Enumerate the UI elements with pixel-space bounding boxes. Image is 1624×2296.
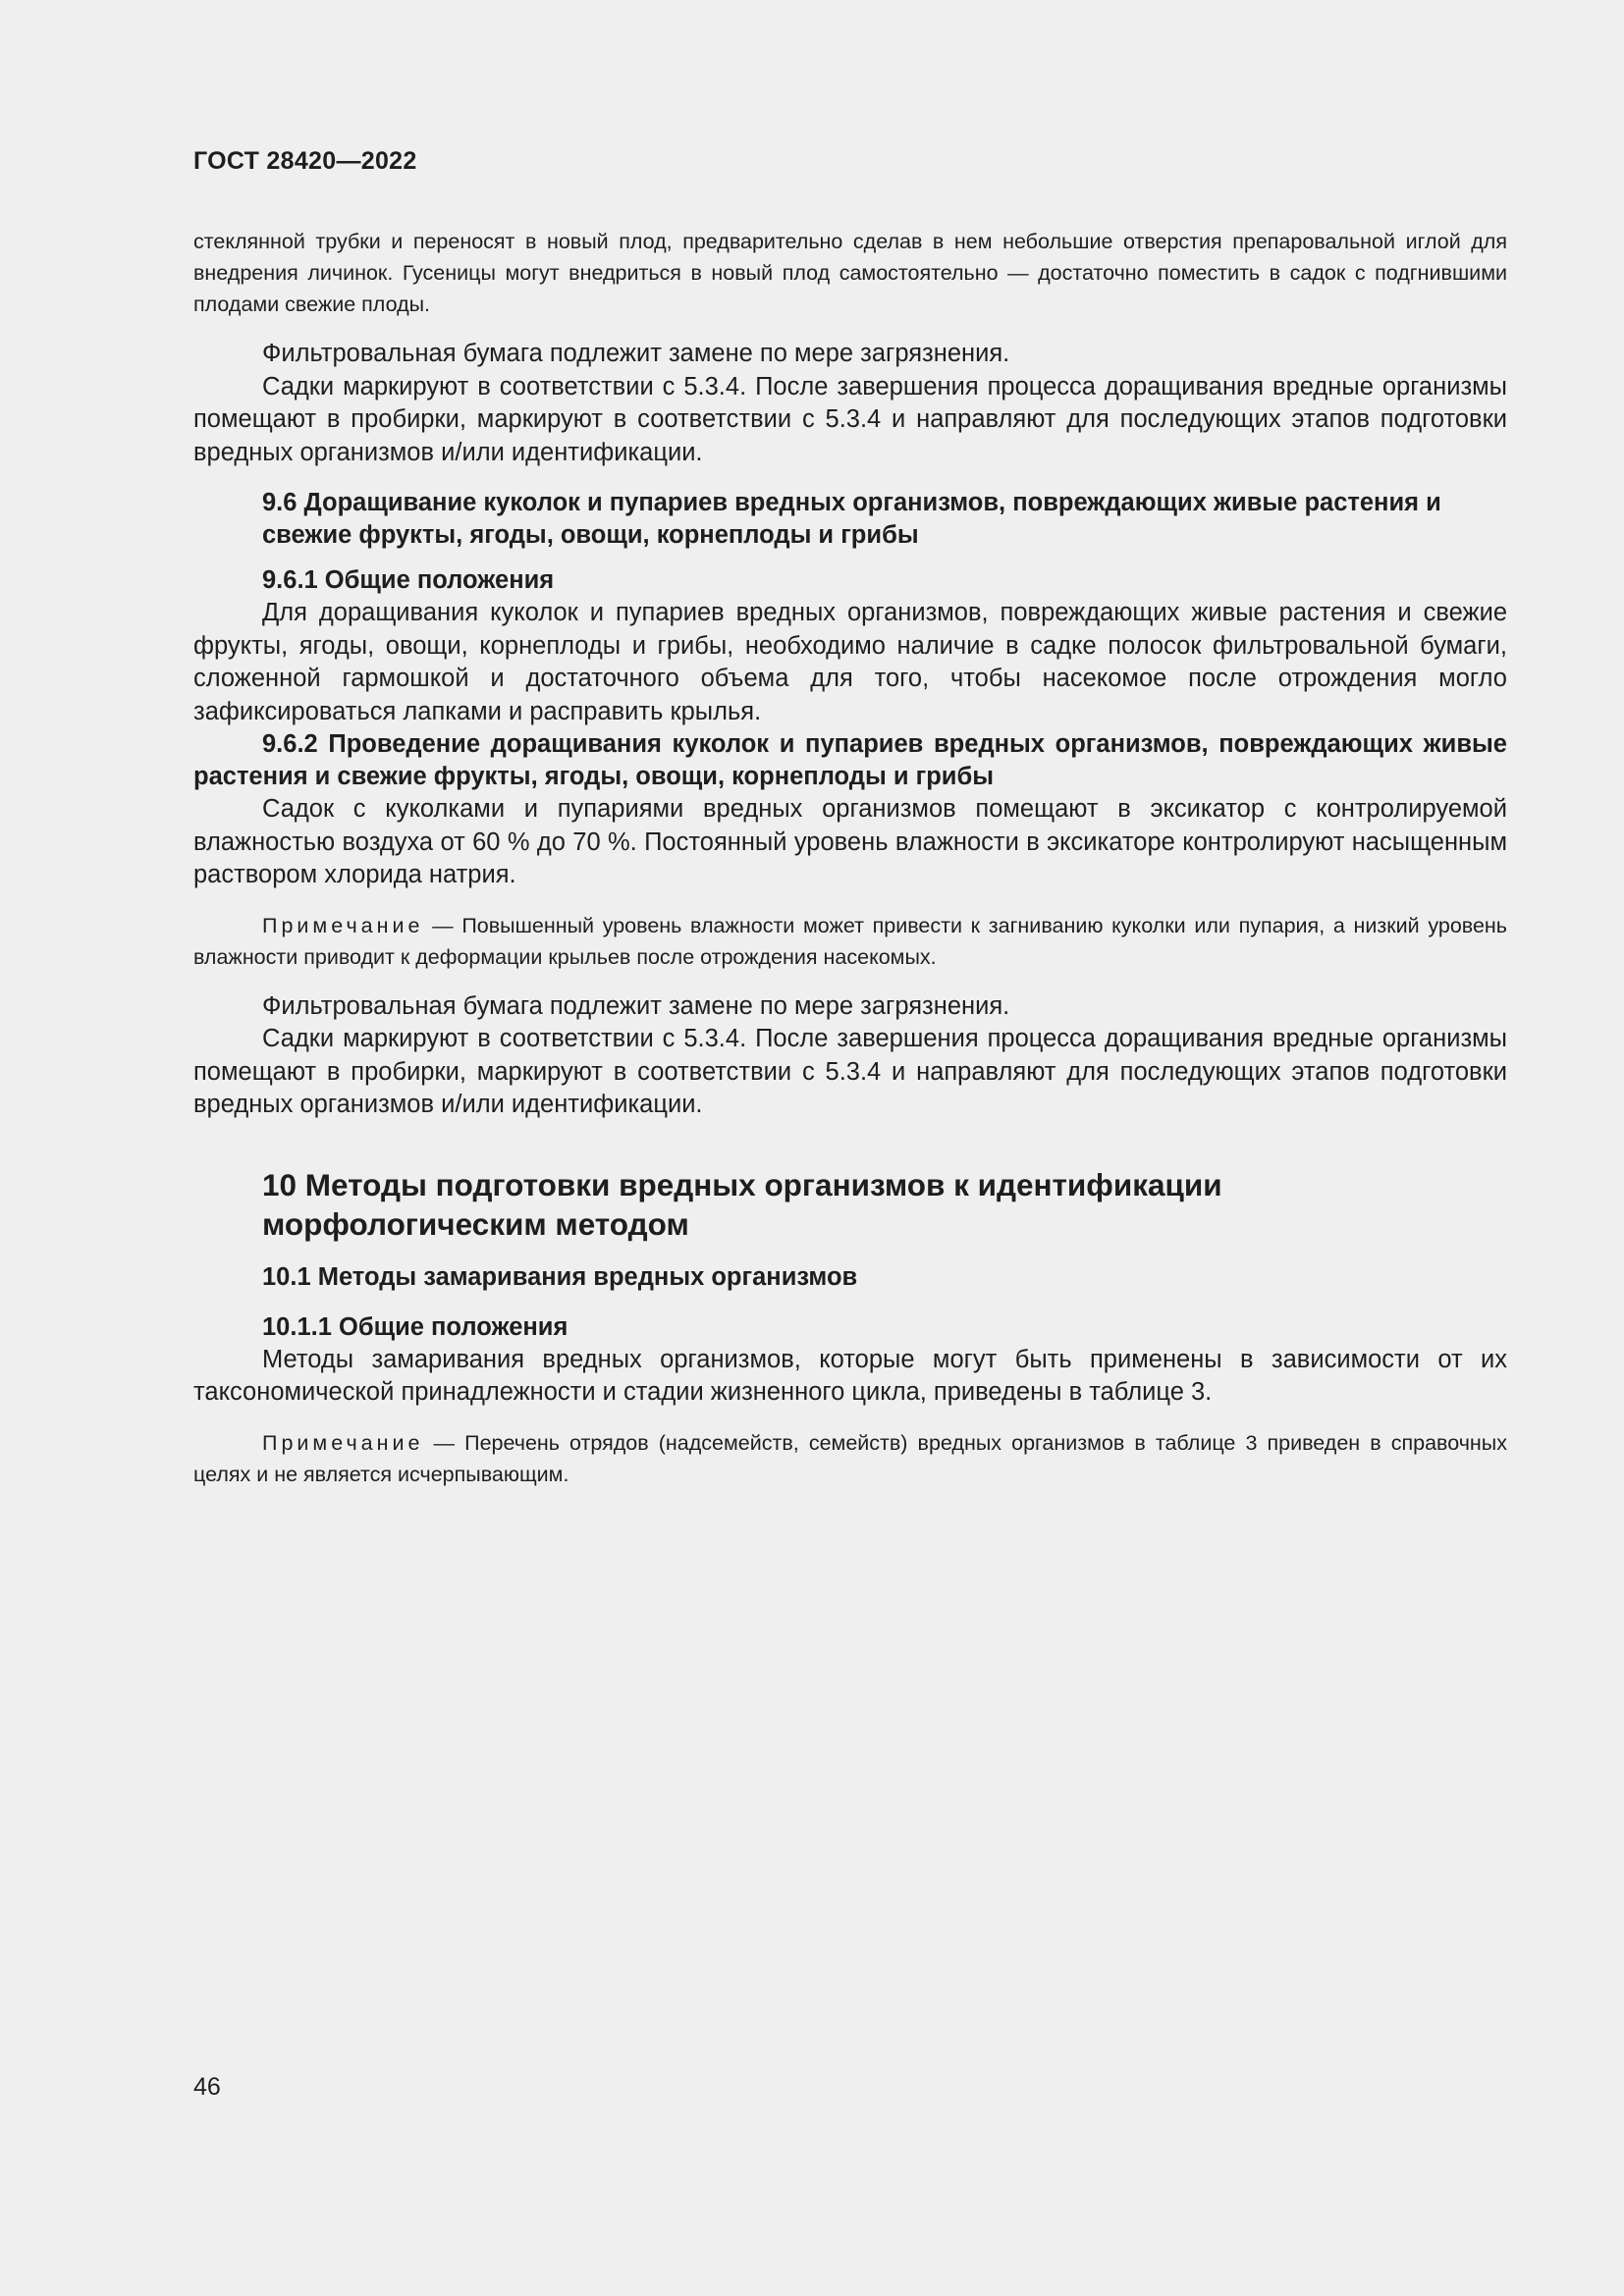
note-1 [193, 910, 1507, 973]
paragraph-sadki-1: Садки маркируют в соответствии с 5.3.4. После завершения процесса доращивания вредные организмы помещают в пробирки, маркируют в соответствии с 5.3.4 и направляют для последующих этапов подготовки вредных организмов и/или идентификации. [193, 372, 1507, 466]
page-number: 46 [193, 2073, 221, 2101]
heading-10-1: 10.1 Методы замаривания вредных организмов [262, 1262, 858, 1291]
paragraph-continuation: стеклянной трубки и переносят в новый плод, предварительно сделав в нем небольшие отверстия препаровальной иглой для внедрения личинок. Гусеницы могут внедриться в новый плод самостоятельно — достаточно поместить в садок с подгнившими плодами свежие плоды. [193, 230, 1507, 316]
paragraph-filter-paper-1: Фильтровальная бумага подлежит замене по мере загрязнения. [262, 340, 1010, 367]
document-body [193, 226, 1507, 1490]
note-1-label: Примечание [262, 913, 424, 937]
note-1-text: — Повышенный уровень влажности может привести к загниванию куколки или пупария, а низкий уровень влажности приводит к деформации крыльев после отрождения насекомых. [193, 913, 1507, 969]
paragraph-sadki-2: Садки маркируют в соответствии с 5.3.4. После завершения процесса доращивания вредные организмы помещают в пробирки, маркируют в соответствии с 5.3.4 и направляют для последующих этапов подготовки вредных организмов и/или идентификации. [193, 1025, 1507, 1118]
paragraph-9-6-1: Для доращивания куколок и пупариев вредных организмов, повреждающих живые растения и свежие фрукты, ягоды, овощи, корнеплоды и грибы, необходимо наличие в садке полосок фильтровальной бумаги, сложенной гармошкой и достаточного объема для того, чтобы насекомое после отрождения могло зафиксироваться лапками и расправить крылья. [193, 599, 1507, 725]
paragraph-filter-paper-2: Фильтровальная бумага подлежит замене по мере загрязнения. [262, 991, 1010, 1020]
paragraph-10-1-1: Методы замаривания вредных организмов, которые могут быть применены в зависимости от их таксономической принадлежности и стадии жизненного цикла, приведены в таблице 3. [193, 1345, 1507, 1406]
note-2-text: — Перечень отрядов (надсемейств, семейств) вредных организмов в таблице 3 приведен в справочных целях и не является исчерпывающим. [193, 1430, 1507, 1486]
note-2 [193, 1427, 1507, 1490]
note-2-label: Примечание [262, 1430, 424, 1455]
heading-9-6-2: 9.6.2 Проведение доращивания куколок и пупариев вредных организмов, повреждающих живые растения и свежие фрукты, ягоды, овощи, корнеплоды и грибы [193, 730, 1507, 790]
heading-9-6-1: 9.6.1 Общие положения [262, 566, 555, 594]
heading-10-1-1: 10.1.1 Общие положения [262, 1312, 568, 1341]
paragraph-9-6-2: Садок с куколками и пупариями вредных организмов помещают в эксикатор с контролируемой влажностью воздуха от 60 % до 70 %. Постоянный уровень влажности в эксикаторе контролируют насыщенным раствором хлорида натрия. [193, 795, 1507, 888]
heading-9-6: 9.6 Доращивание куколок и пупариев вредных организмов, повреждающих живые растения и свежие фрукты, ягоды, овощи, корнеплоды и грибы [262, 489, 1441, 549]
heading-10: 10 Методы подготовки вредных организмов к идентификации морфологическим методом [262, 1166, 1222, 1242]
document-header: ГОСТ 28420—2022 [193, 147, 417, 175]
